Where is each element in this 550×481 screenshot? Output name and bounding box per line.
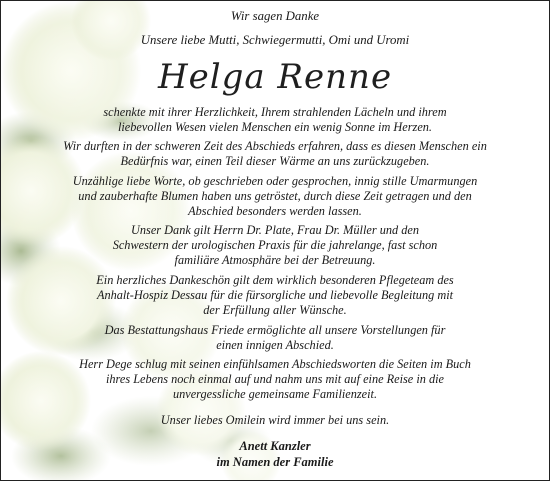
- obituary-text: [1, 1, 549, 480]
- paragraph-line: Abschied besonders werden lassen.: [188, 204, 362, 218]
- paragraph-line: unvergessliche gemeinsame Familienzeit.: [172, 387, 378, 401]
- paragraph-line: liebevollen Wesen vielen Menschen ein wenig Sonne im Herzen.: [117, 120, 433, 134]
- paragraph-line: der Erfüllung aller Wünsche.: [203, 303, 347, 317]
- paragraph-line: Schwestern der urologischen Praxis für die jahrelange, fast schon: [112, 238, 438, 252]
- paragraph-line: und zauberhafte Blumen haben uns getröstet, durch diese Zeit getragen und den: [78, 189, 472, 203]
- paragraph-line: einen innigen Abschied.: [216, 338, 334, 352]
- paragraph-line: Das Bestattungshaus Friede ermöglichte all unsere Vorstellungen für: [104, 323, 446, 337]
- paragraph-line: schenkte mit ihrer Herzlichkeit, Ihrem strahlenden Lächeln und ihrem: [103, 105, 447, 119]
- paragraph-line: ihres Lebens noch einmal auf und nahm uns mit auf eine Reise in die: [105, 372, 444, 386]
- paragraph-line: Unser Dank gilt Herrn Dr. Plate, Frau Dr. Müller und den: [131, 223, 419, 237]
- paragraph-line: Bedürfnis war, einen Teil dieser Wärme an uns zurückzugeben.: [120, 154, 430, 168]
- paragraph-line: Anhalt-Hospiz Dessau für die fürsorgliche und liebevolle Begleitung mit: [96, 288, 454, 302]
- deceased-name: Helga Renne: [157, 57, 393, 97]
- paragraph-line: Herr Dege schlug mit seinen einfühlsamen Abschiedsworten die Seiten im Buch: [79, 357, 471, 371]
- paragraph-line: Wir durften in der schweren Zeit des Abschieds erfahren, dass es diesen Menschen ein: [63, 139, 487, 153]
- paragraph-line: Ein herzliches Dankeschön gilt dem wirklich besonderen Pflegeteam des: [96, 273, 454, 287]
- closing-line: Unser liebes Omilein wird immer bei uns sein.: [160, 413, 390, 427]
- subheading: Unsere liebe Mutti, Schwiegermutti, Omi und Uromi: [140, 33, 410, 47]
- signature-family: im Namen der Familie: [216, 455, 334, 469]
- signature-name: Anett Kanzler: [239, 439, 311, 453]
- heading: Wir sagen Danke: [230, 9, 320, 23]
- paragraph-line: familiäre Atmosphäre bei der Betreuung.: [174, 253, 376, 267]
- paragraph-line: Unzählige liebe Worte, ob geschrieben oder gesprochen, innig stille Umarmungen: [72, 174, 478, 188]
